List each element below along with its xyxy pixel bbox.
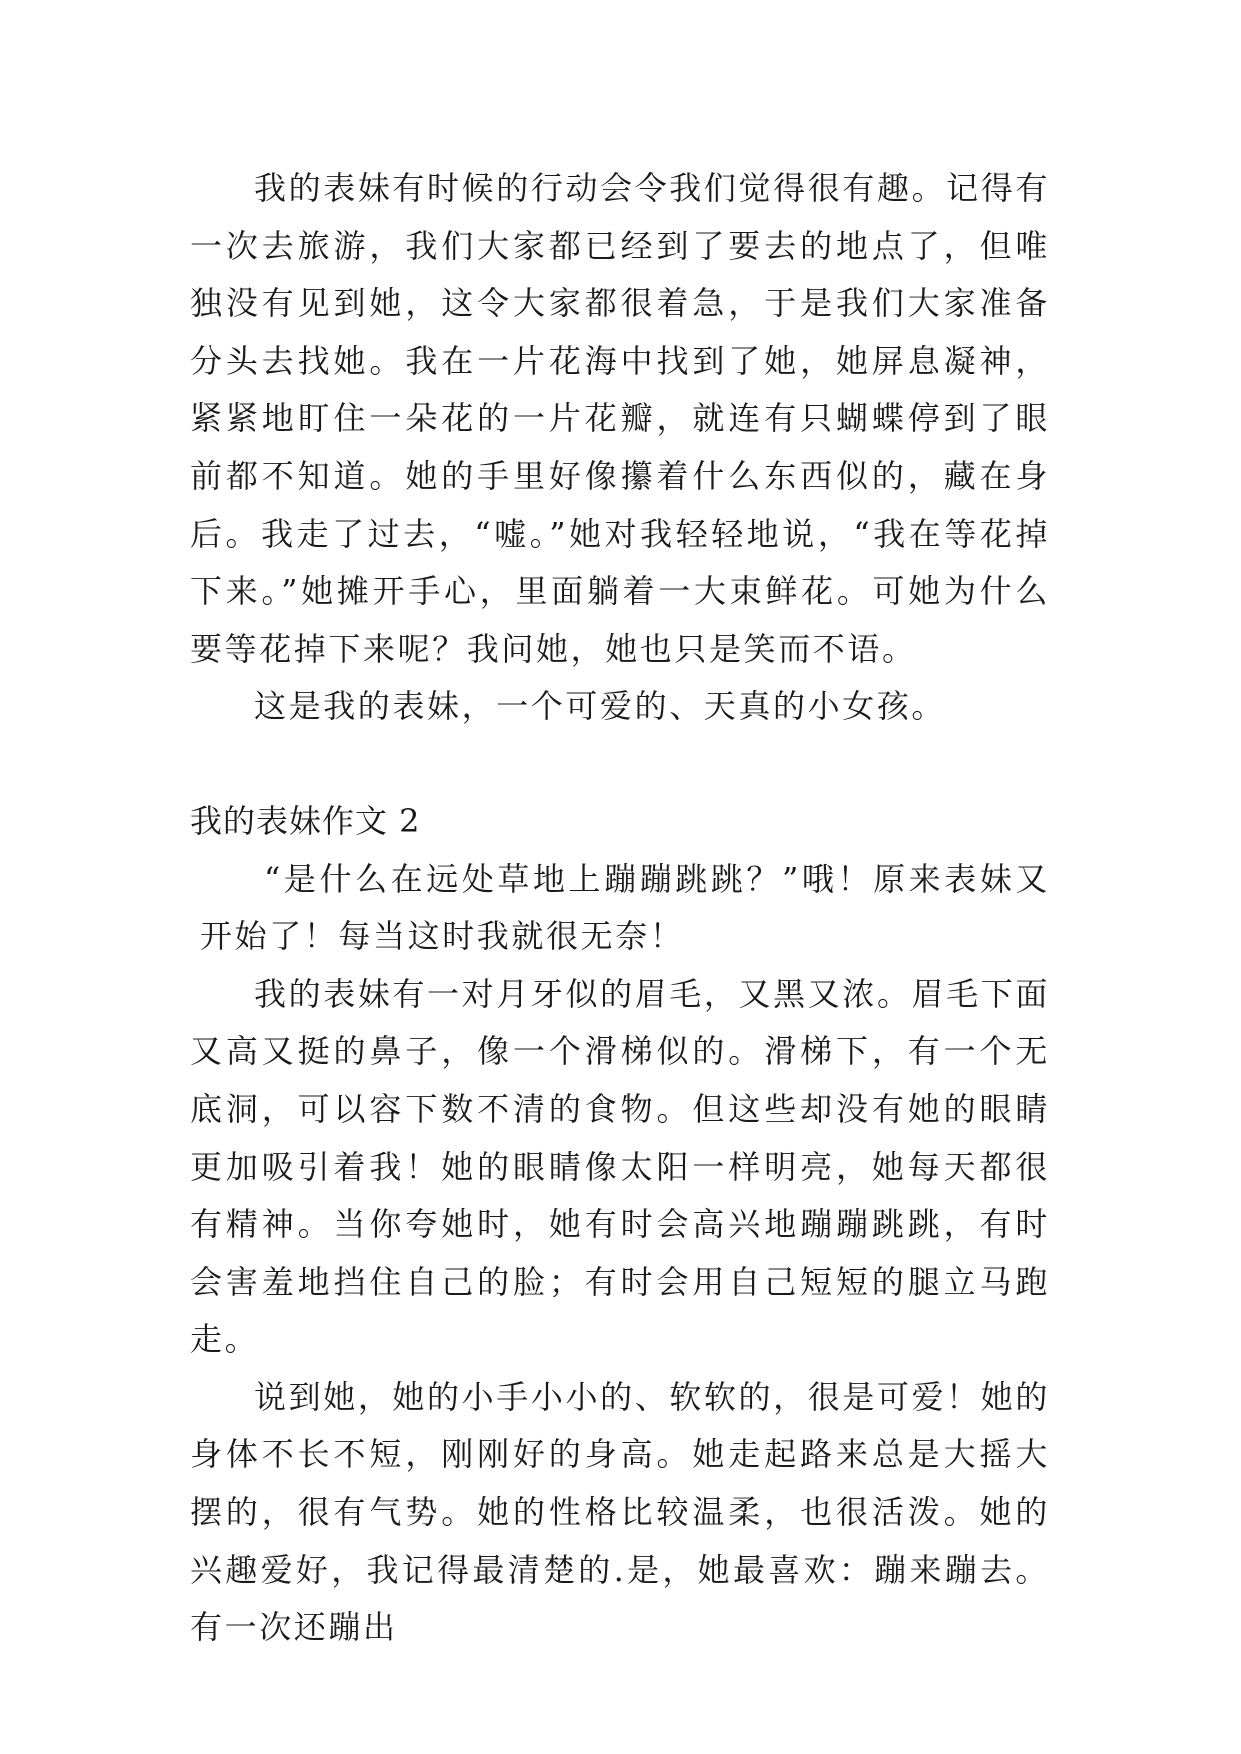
body-paragraph: 说到她，她的小手小小的、软软的，很是可爱！她的身体不长不短，刚刚好的身高。她走起路来总是大摇大摆的，很有气势。她的性格比较温柔，也很活泼。她的兴趣爱好，我记得最清楚的.是，她最喜欢：蹦来蹦去。有一次还蹦出 [190, 1377, 1050, 1647]
body-paragraph: “是什么在远处草地上蹦蹦跳跳？”哦！原来表妹又开始了！每当这时我就很无奈！ [200, 859, 1050, 956]
body-paragraph: 这是我的表妹，一个可爱的、天真的小女孩。 [254, 687, 947, 726]
body-paragraph: 我的表妹有一对月牙似的眉毛，又黑又浓。眉毛下面又高又挺的鼻子，像一个滑梯似的。滑梯下，有一个无底洞，可以容下数不清的食物。但这些却没有她的眼睛更加吸引着我！她的眼睛像太阳一样明亮，她每天都很有精神。当你夸她时，她有时会高兴地蹦蹦跳跳，有时会害羞地挡住自己的脸；有时会用自己短短的腿立马跑走。 [190, 974, 1050, 1359]
section-heading: 我的表妹作文 2 [190, 801, 421, 840]
document-body [190, 160, 1050, 1657]
body-paragraph: 我的表妹有时候的行动会令我们觉得很有趣。记得有一次去旅游，我们大家都已经到了要去的地点了，但唯独没有见到她，这令大家都很着急，于是我们大家准备分头去找她。我在一片花海中找到了她，她屏息凝神，紧紧地盯住一朵花的一片花瓣，就连有只蝴蝶停到了眼前都不知道。她的手里好像攥着什么东西似的，藏在身后。我走了过去，“嘘。”她对我轻轻地说，“我在等花掉下来。”她摊开手心，里面躺着一大束鲜花。可她为什么要等花掉下来呢？我问她，她也只是笑而不语。 [190, 169, 1050, 668]
